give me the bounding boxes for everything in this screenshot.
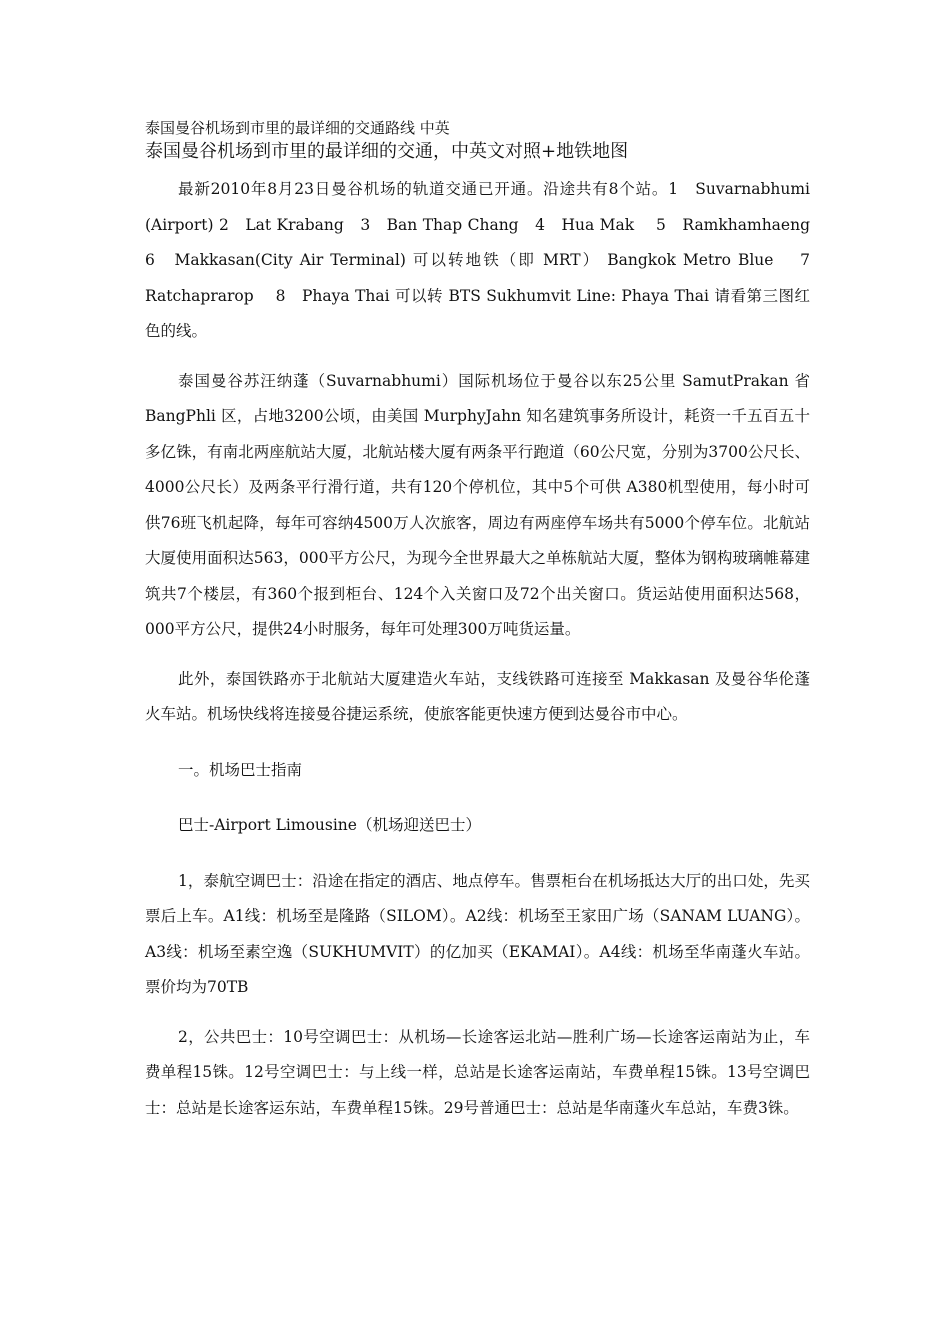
paragraph-airport-rail-link: 最新2010年8月23日曼谷机场的轨道交通已开通。沿途共有8个站。1 Suvarnabhumi (Airport) 2 Lat Krabang 3 Ban Thap Chang 4 Hua Mak 5 Ramkhamhaeng 6 Makkasan(City Air Terminal) 可以转地铁（即 MRT） Bangkok Metro Blue 7 Ratchaprarop 8 Phaya Thai 可以转 BTS Sukhumvit Line: Phaya Thai 请看第三图红色的线。 bbox=[145, 180, 826, 340]
paragraph-public-bus: 2，公共巴士：10号空调巴士：从机场—长途客运北站—胜利广场—长途客运南站为止，车费单程15铢。12号空调巴士：与上线一样，总站是长途客运南站，车费单程15铢。13号空调巴士：总站是长途客运东站，车费单程15铢。29号普通巴士：总站是华南蓬火车总站，车费3铢。 bbox=[145, 1027, 810, 1117]
document-title: 泰国曼谷机场到市里的最详细的交通路线 中英 bbox=[145, 119, 450, 137]
paragraph-rail-connection: 此外，泰国铁路亦于北航站大厦建造火车站，支线铁路可连接至 Makkasan 及曼谷华伦蓬火车站。机场快线将连接曼谷捷运系统，使旅客能更快速方便到达曼谷市中心。 bbox=[145, 669, 810, 723]
paragraph-airport-overview: 泰国曼谷苏汪纳蓬（Suvarnabhumi）国际机场位于曼谷以东25公里 SamutPrakan 省 BangPhli 区，占地3200公顷，由美国 MurphyJahn 知名建筑事务所设计，耗资一千五百五十多亿铢，有南北两座航站大厦，北航站楼大厦有两条平行跑道（60公尺宽，分别为3700公尺长、4000公尺长）及两条平行滑行道，共有120个停机位，其中5个可供 A380机型使用，每小时可供76班飞机起降，每年可容纳4500万人次旅客，周边有两座停车场共有5000个停车位。北航站大厦使用面积达563，000平方公尺，为现今全世界最大之单栋航站大厦，整体为钢构玻璃帷幕建筑共7个楼层，有360个报到柜台、124个入关窗口及72个出关窗口。货运站使用面积达568，000平方公尺，提供24小时服务，每年可处理300万吨货运量。 bbox=[145, 371, 810, 638]
section-heading-bus-guide: 一。机场巴士指南 bbox=[178, 760, 303, 779]
paragraph-thai-airways-bus: 1，泰航空调巴士：沿途在指定的酒店、地点停车。售票柜台在机场抵达大厅的出口处，先买票后上车。A1线：机场至是隆路（SILOM）。A2线：机场至王家田广场（SANAM LUANG）。A3线：机场至素空逸（SUKHUMVIT）的亿加买（EKAMAI）。A4线：机场至华南蓬火车站。票价均为70TB bbox=[145, 871, 810, 996]
document-body bbox=[145, 172, 826, 1126]
subheading-airport-limousine: 巴士-Airport Limousine（机场迎送巴士） bbox=[178, 816, 481, 834]
document-subtitle: 泰国曼谷机场到市里的最详细的交通，中英文对照+地铁地图 bbox=[145, 141, 629, 162]
